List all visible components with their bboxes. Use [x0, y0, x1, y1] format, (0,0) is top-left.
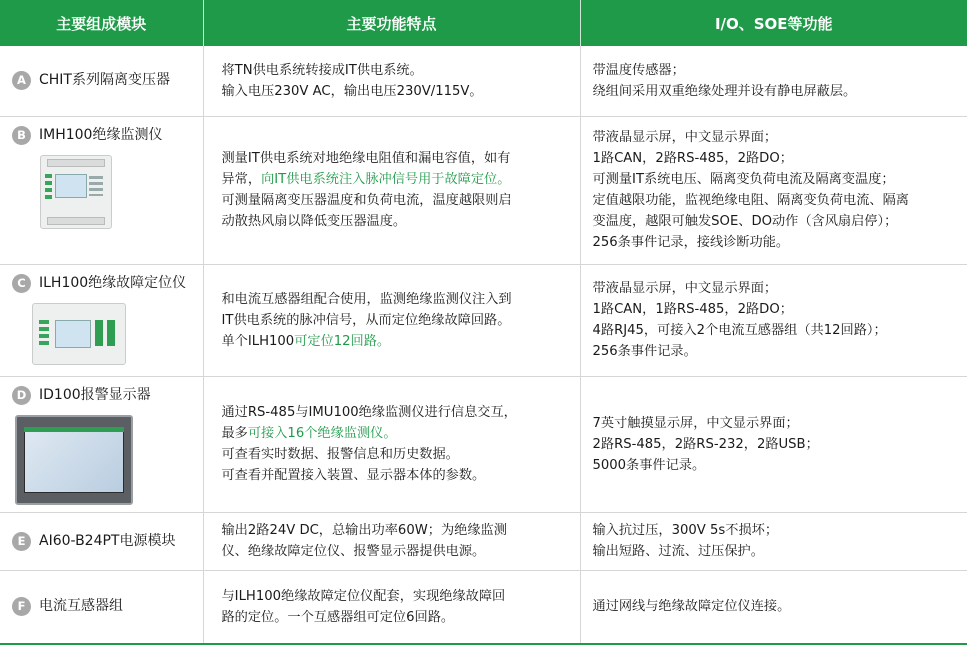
feature-line: [222, 81, 568, 102]
table-header-row: [0, 0, 967, 46]
module-cell: [0, 264, 203, 376]
letter-badge: B: [12, 126, 31, 145]
letter-badge: E: [12, 532, 31, 551]
feature-text: 可测量隔离变压器温度和负荷电流，温度越限则启: [221, 193, 512, 208]
feature-text: 测量IT供电系统对地绝缘电阻值和漏电容值，如有: [221, 151, 511, 166]
features-cell: [203, 46, 580, 116]
feature-line: [222, 60, 568, 81]
feature-line: [222, 169, 568, 190]
feature-line: [222, 465, 568, 486]
features-cell: [203, 264, 580, 376]
io-cell: [580, 570, 967, 644]
highlight-text: 向IT供电系统注入脉冲信号用于故障定位。: [261, 172, 511, 187]
io-line: 输入抗过压，300V 5s不损坏；: [592, 523, 779, 538]
module-cell: [0, 376, 203, 512]
feature-text: 最多: [221, 426, 248, 441]
feature-line: [222, 211, 568, 232]
module-cell: [0, 570, 203, 644]
io-line: 可测量IT系统电压、隔离变负荷电流及隔离变温度；: [592, 172, 895, 187]
module-cell: [0, 46, 203, 116]
io-line: 定值越限功能，监视绝缘电阻、隔离变负荷电流、隔离: [592, 193, 909, 208]
io-cell: [580, 512, 967, 570]
features-cell: [203, 570, 580, 644]
io-line: 4路RJ45，可接入2个电流互感器组（共12回路）；: [592, 323, 887, 338]
feature-line: [222, 541, 568, 562]
feature-text: 单个ILH100: [221, 333, 295, 349]
header-modules: 主要组成模块: [0, 0, 203, 46]
header-io: I/O、SOE等功能: [580, 0, 967, 46]
feature-text: 可查看并配置接入装置、显示器本体的参数。: [221, 468, 486, 483]
feature-line: [222, 190, 568, 211]
io-line: 5000条事件记录。: [592, 457, 706, 473]
header-features: 主要功能特点: [203, 0, 580, 46]
module-name: ILH100绝缘故障定位仪: [39, 274, 187, 291]
letter-badge: F: [12, 597, 31, 616]
io-line: 256条事件记录。: [592, 344, 697, 359]
io-line: 带液晶显示屏，中文显示界面；: [592, 281, 778, 296]
feature-text: 和电流互感器组配合使用，监测绝缘监测仪注入到: [221, 291, 512, 307]
table-body: [0, 46, 967, 644]
feature-line: [222, 289, 568, 310]
io-line: 输出短路、过流、过压保护。: [592, 544, 764, 559]
io-line: 7英寸触摸显示屏，中文显示界面；: [592, 415, 799, 431]
module-heading: [12, 596, 203, 617]
feature-line: [222, 148, 568, 169]
feature-line: [222, 520, 568, 541]
feature-line: [222, 310, 568, 331]
module-name: AI60-B24PT电源模块: [39, 532, 176, 549]
feature-line: [222, 607, 568, 628]
io-line: 1路CAN，2路RS-485，2路DO；: [592, 151, 793, 166]
module-cell: [0, 512, 203, 570]
module-name: CHIT系列隔离变压器: [39, 72, 170, 89]
module-cell: [0, 116, 203, 264]
io-cell: [580, 116, 967, 264]
io-line: 2路RS-485，2路RS-232，2路USB；: [592, 436, 819, 452]
feature-line: [222, 331, 568, 352]
module-heading: [12, 125, 203, 146]
feature-text: 可查看实时数据、报警信息和历史数据。: [221, 447, 459, 462]
io-line: 256条事件记录，接线诊断功能。: [592, 235, 790, 250]
feature-line: [222, 402, 568, 423]
io-line: 绕组间采用双重绝缘处理并设有静电屏蔽层。: [592, 83, 857, 99]
feature-line: [222, 586, 568, 607]
imh100-device-image: [40, 155, 112, 229]
letter-badge: A: [12, 71, 31, 90]
module-heading: [12, 70, 203, 91]
feature-line: [222, 444, 568, 465]
table-row: [0, 570, 967, 644]
features-cell: [203, 376, 580, 512]
io-line: 变温度，越限可触发SOE、DO动作（含风扇启停）；: [592, 214, 898, 229]
table-row: [0, 264, 967, 376]
feature-text: 仪、绝缘故障定位仪、报警显示器提供电源。: [221, 544, 486, 559]
ilh100-device-image: [32, 303, 126, 365]
highlight-text: 可接入16个绝缘监测仪。: [247, 426, 397, 441]
feature-line: [222, 423, 568, 444]
io-line: 1路CAN，1路RS-485，2路DO；: [592, 302, 793, 317]
feature-text: 将TN供电系统转接成IT供电系统。: [221, 62, 423, 78]
io-line: 带液晶显示屏，中文显示界面；: [592, 130, 778, 145]
feature-text: 通过RS-485与IMU100绝缘监测仪进行信息交互，: [221, 405, 517, 420]
io-cell: [580, 376, 967, 512]
highlight-text: 可定位12回路。: [294, 333, 391, 349]
feature-text: 异常，: [221, 172, 262, 187]
id100-device-image: [15, 415, 133, 505]
module-heading: [12, 531, 203, 552]
io-line: 通过网线与绝缘故障定位仪连接。: [592, 599, 791, 615]
table-row: [0, 512, 967, 570]
module-heading: [12, 385, 203, 406]
io-line: 带温度传感器；: [592, 62, 685, 78]
features-cell: [203, 116, 580, 264]
io-cell: [580, 46, 967, 116]
table-row: [0, 116, 967, 264]
features-cell: [203, 512, 580, 570]
feature-text: 与ILH100绝缘故障定位仪配套，实现绝缘故障回: [221, 588, 506, 604]
letter-badge: D: [12, 386, 31, 405]
table-row: [0, 46, 967, 116]
io-cell: [580, 264, 967, 376]
feature-text: IT供电系统的脉冲信号，从而定位绝缘故障回路。: [221, 312, 511, 328]
module-name: ID100报警显示器: [39, 386, 151, 403]
table-row: [0, 376, 967, 512]
module-name: 电流互感器组: [39, 598, 123, 615]
module-heading: [12, 273, 203, 294]
feature-text: 输入电压230V AC，输出电压230V/115V。: [221, 83, 483, 99]
letter-badge: C: [12, 274, 31, 293]
feature-text: 输出2路24V DC，总输出功率60W；为绝缘监测: [221, 523, 507, 538]
feature-text: 路的定位。一个互感器组可定位6回路。: [221, 609, 455, 625]
feature-text: 动散热风扇以降低变压器温度。: [221, 214, 407, 229]
module-name: IMH100绝缘监测仪: [39, 126, 163, 143]
